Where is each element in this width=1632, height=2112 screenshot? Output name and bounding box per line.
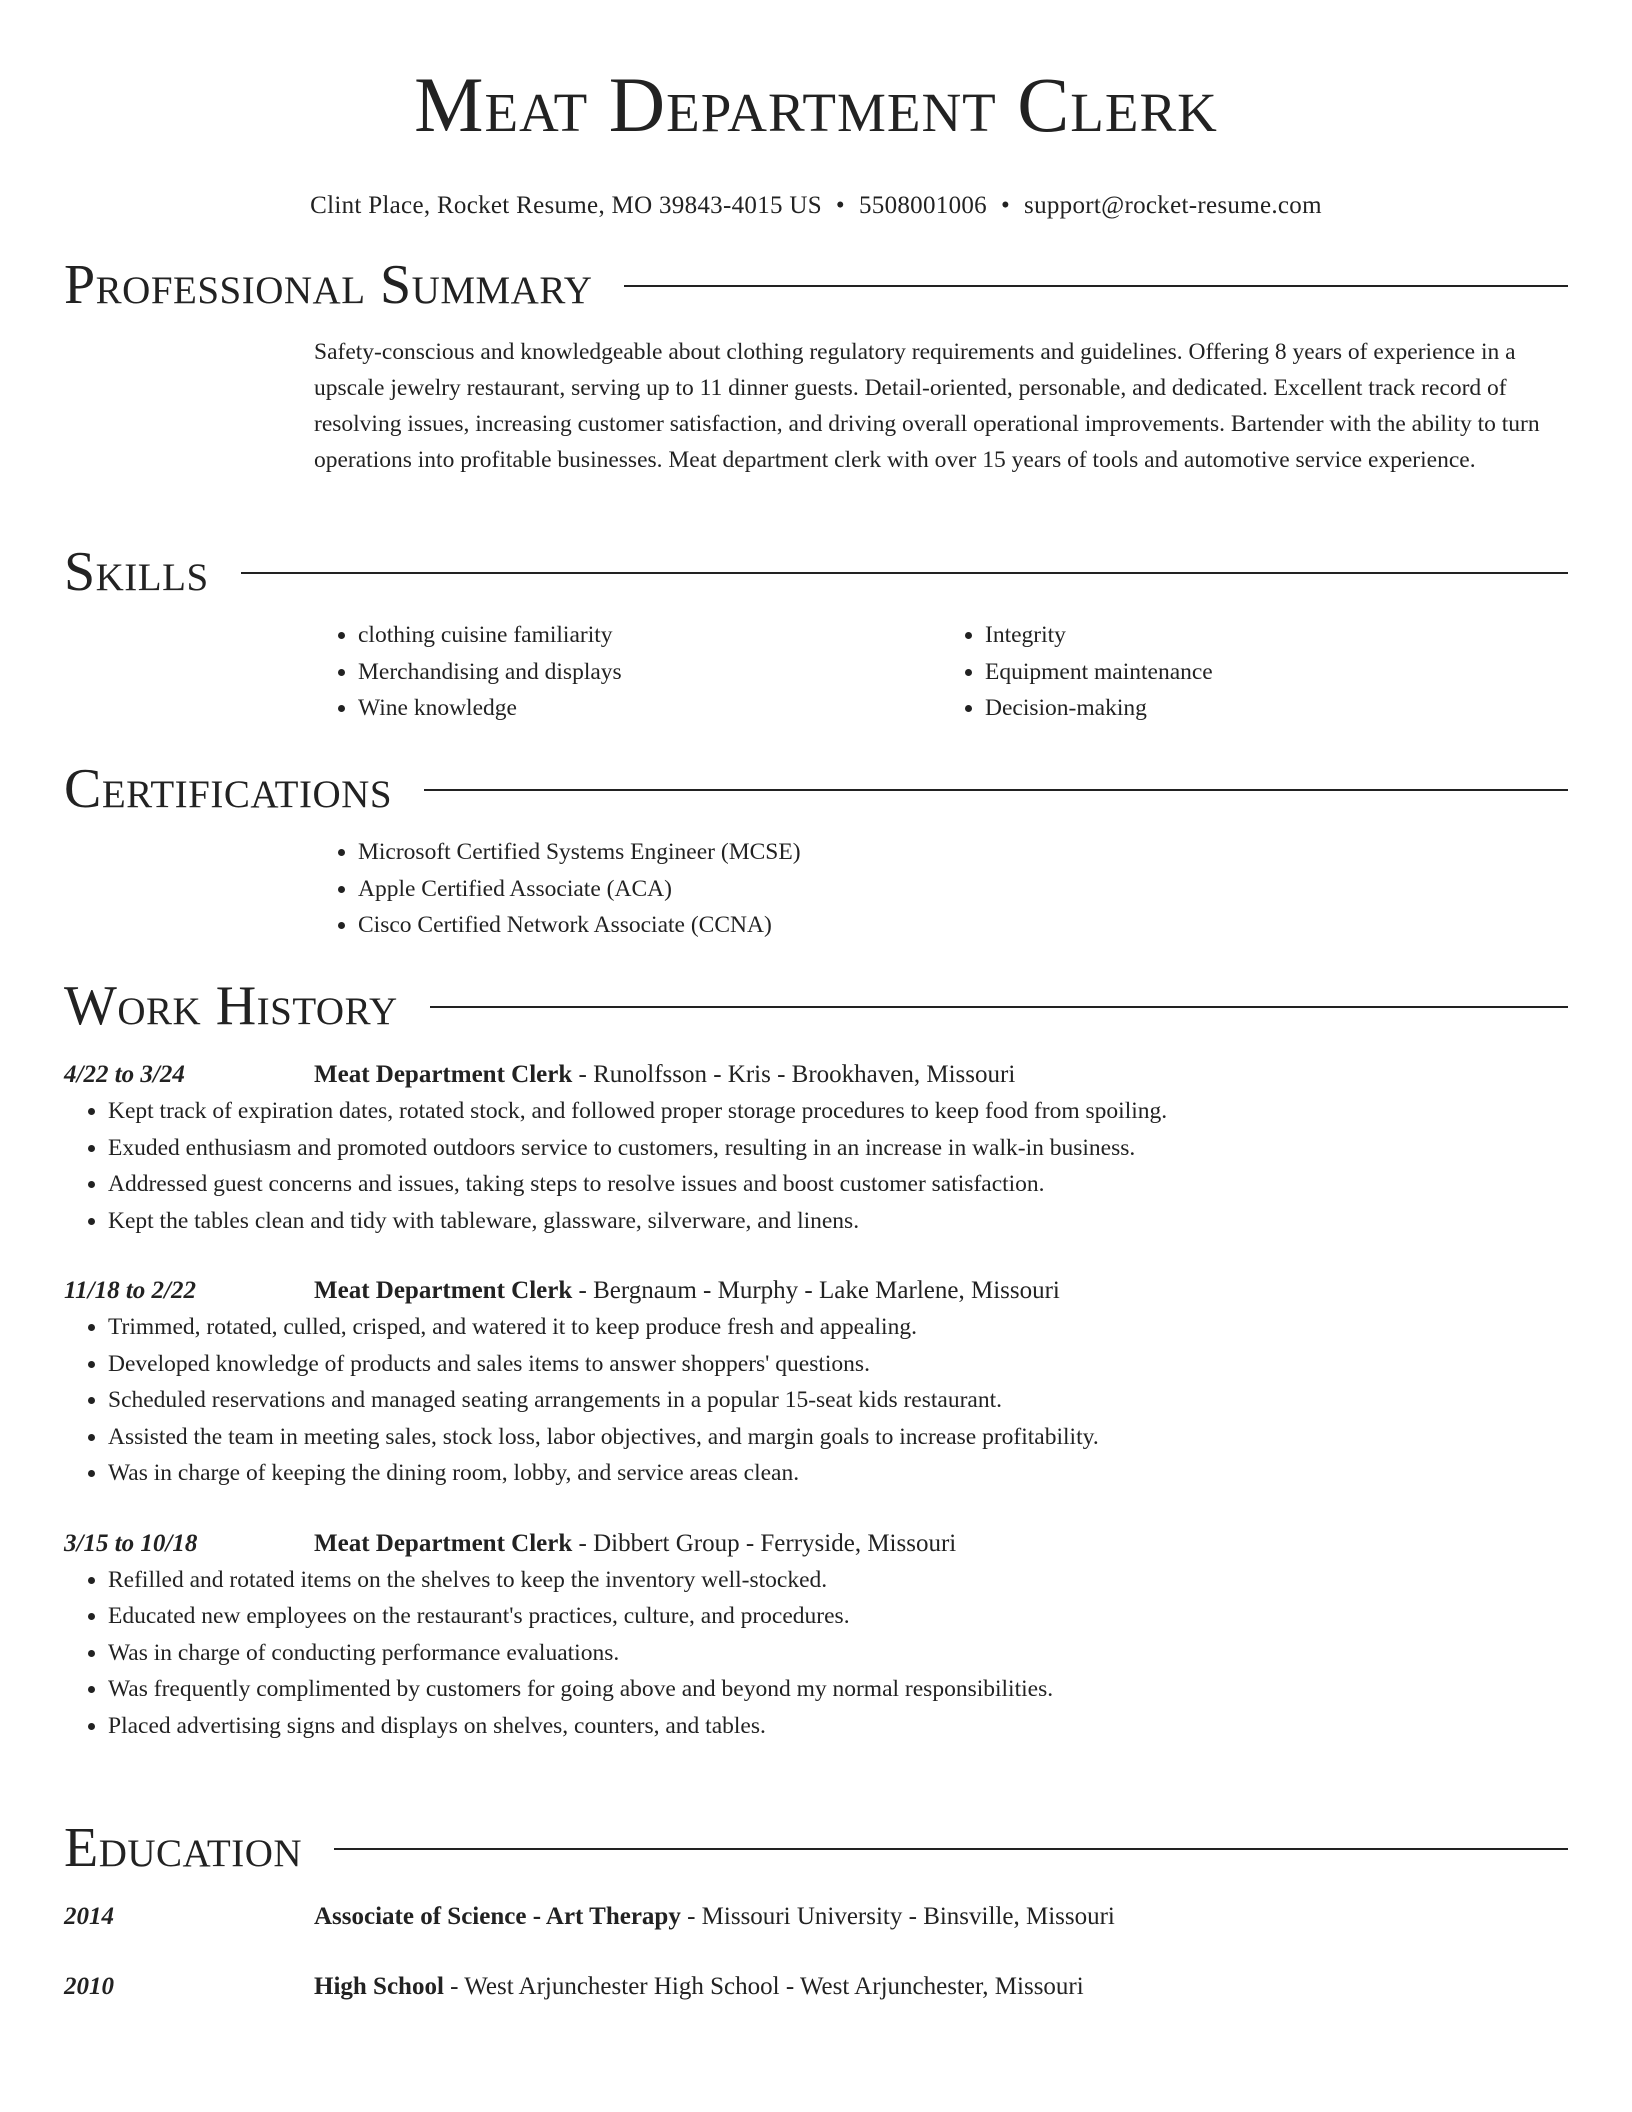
certifications-section: [64, 754, 1568, 944]
education-date: 2014: [64, 1903, 114, 1930]
section-title: Professional Summary: [64, 254, 593, 316]
contact-address: Clint Place, Rocket Resume, MO 39843-4015 US: [310, 192, 822, 219]
job-bullet: • Trimmed, rotated, culled, crisped, and watered it to keep produce fresh and appealing.: [108, 1309, 1568, 1346]
job-role: Meat Department Clerk: [314, 1061, 573, 1088]
skill-item: • Equipment maintenance: [985, 654, 1568, 691]
section-divider: [334, 1848, 1568, 1850]
skills-column-right: [941, 617, 1568, 727]
job-bullet: • Exuded enthusiasm and promoted outdoors service to customers, resulting in an increase in walk-in business.: [108, 1130, 1568, 1167]
skill-item: • Integrity: [985, 617, 1568, 654]
job-bullet: • Placed advertising signs and displays on shelves, counters, and tables.: [108, 1708, 1568, 1745]
education-entry: [64, 1969, 1568, 2005]
education-title-line: [314, 1899, 1115, 1935]
candidate-name: Meat Department Clerk: [414, 61, 1218, 148]
job-bullet: • Assisted the team in meeting sales, stock loss, labor objectives, and margin goals to increase profitability.: [108, 1419, 1568, 1456]
section-title: Education: [64, 1817, 303, 1879]
education-title-line: [314, 1969, 1084, 2005]
section-divider: [624, 285, 1568, 287]
job-title-line: [314, 1526, 956, 1562]
job-dates: 11/18 to 2/22: [64, 1277, 196, 1304]
job-bullet: • Kept the tables clean and tidy with tableware, glassware, silverware, and linens.: [108, 1203, 1568, 1240]
skill-item: • Wine knowledge: [358, 690, 941, 727]
section-divider: [241, 572, 1568, 574]
contact-separator: •: [835, 192, 845, 219]
job-bullets: [64, 1562, 1568, 1745]
job-bullet: • Was in charge of conducting performance evaluations.: [108, 1635, 1568, 1672]
contact-separator: •: [1000, 192, 1011, 219]
section-title: Skills: [64, 541, 209, 603]
contact-phone: 5508001006: [858, 192, 987, 219]
job-employer: - Bergnaum - Murphy - Lake Marlene, Missouri: [572, 1277, 1060, 1304]
section-header: [64, 971, 1568, 1041]
section-title: Certifications: [64, 758, 393, 820]
certification-item: • Microsoft Certified Systems Engineer (MCSE): [358, 834, 1568, 871]
job-dates: 3/15 to 10/18: [64, 1529, 198, 1557]
section-divider: [424, 789, 1568, 791]
education-degree: High School: [314, 1973, 444, 2000]
job-bullet: • Was in charge of keeping the dining room, lobby, and service areas clean.: [108, 1455, 1568, 1492]
skill-item: • Merchandising and displays: [358, 654, 941, 691]
section-header: [64, 1813, 1568, 1883]
section-header: [64, 537, 1568, 607]
skill-item: • Decision-making: [985, 690, 1568, 727]
education-date: 2010: [64, 1973, 114, 2000]
job-bullet: • Scheduled reservations and managed seating arrangements in a popular 15-seat kids restaurant.: [108, 1382, 1568, 1419]
job-role: Meat Department Clerk: [314, 1277, 573, 1304]
certification-item: • Apple Certified Associate (ACA): [358, 871, 1568, 908]
job-bullet: • Developed knowledge of products and sales items to answer shoppers' questions.: [108, 1346, 1568, 1383]
job-bullet: • Refilled and rotated items on the shelves to keep the inventory well-stocked.: [108, 1562, 1568, 1599]
education-school: - West Arjunchester High School - West Arjunchester, Missouri: [443, 1973, 1084, 2000]
skill-item: • clothing cuisine familiarity: [358, 617, 941, 654]
job-entry: [64, 1057, 1568, 1239]
job-role: Meat Department Clerk: [314, 1529, 573, 1557]
job-bullet: • Was frequently complimented by customers for going above and beyond my normal responsibilities.: [108, 1671, 1568, 1708]
summary-text: Safety-conscious and knowledgeable about clothing regulatory requirements and guidelines. Offering 8 years of experience in a upscale jewelry restaurant, serving up to 11 dinner guests. Detail-oriented, personable, and dedicated. Excellent track record of resolving issues, increasing customer satisfaction, and driving overall operational improvements. Bartender with the ability to turn operations into profitable businesses. Meat department clerk with over 15 years of tools and automotive service experience.: [314, 339, 1540, 473]
job-title-line: [314, 1057, 1015, 1093]
contact-email: support@rocket-resume.com: [1024, 192, 1322, 219]
skills-column-left: [314, 617, 941, 727]
skills-list: [314, 617, 1568, 727]
job-bullet: • Kept track of expiration dates, rotated stock, and followed proper storage procedures to keep food from spoiling.: [108, 1093, 1568, 1130]
education-school: - Missouri University - Binsville, Missouri: [680, 1903, 1115, 1930]
education-degree: Associate of Science - Art Therapy: [314, 1903, 681, 1930]
job-employer: - Runolfsson - Kris - Brookhaven, Missouri: [572, 1061, 1016, 1088]
job-bullets: [64, 1309, 1568, 1492]
education-section: [64, 1813, 1568, 2005]
section-title: Work History: [64, 975, 398, 1037]
job-employer: - Dibbert Group - Ferryside, Missouri: [572, 1529, 957, 1557]
work-history-section: [64, 971, 1568, 1778]
job-entry: [64, 1273, 1568, 1492]
section-header: [64, 754, 1568, 824]
job-dates: 4/22 to 3/24: [64, 1061, 185, 1088]
certifications-list: [314, 834, 1568, 944]
education-entry: [64, 1899, 1568, 1935]
certification-item: • Cisco Certified Network Associate (CCNA): [358, 907, 1568, 944]
job-entry: [64, 1526, 1568, 1745]
job-bullet: • Addressed guest concerns and issues, taking steps to resolve issues and boost customer satisfaction.: [108, 1166, 1568, 1203]
job-bullet: • Educated new employees on the restaurant's practices, culture, and procedures.: [108, 1598, 1568, 1635]
skills-section: [64, 537, 1568, 727]
job-bullets: [64, 1093, 1568, 1239]
section-header: [64, 250, 1568, 320]
summary-section: [64, 250, 1568, 478]
job-title-line: [314, 1273, 1060, 1309]
section-divider: [430, 1006, 1568, 1008]
contact-line: [0, 189, 1632, 223]
